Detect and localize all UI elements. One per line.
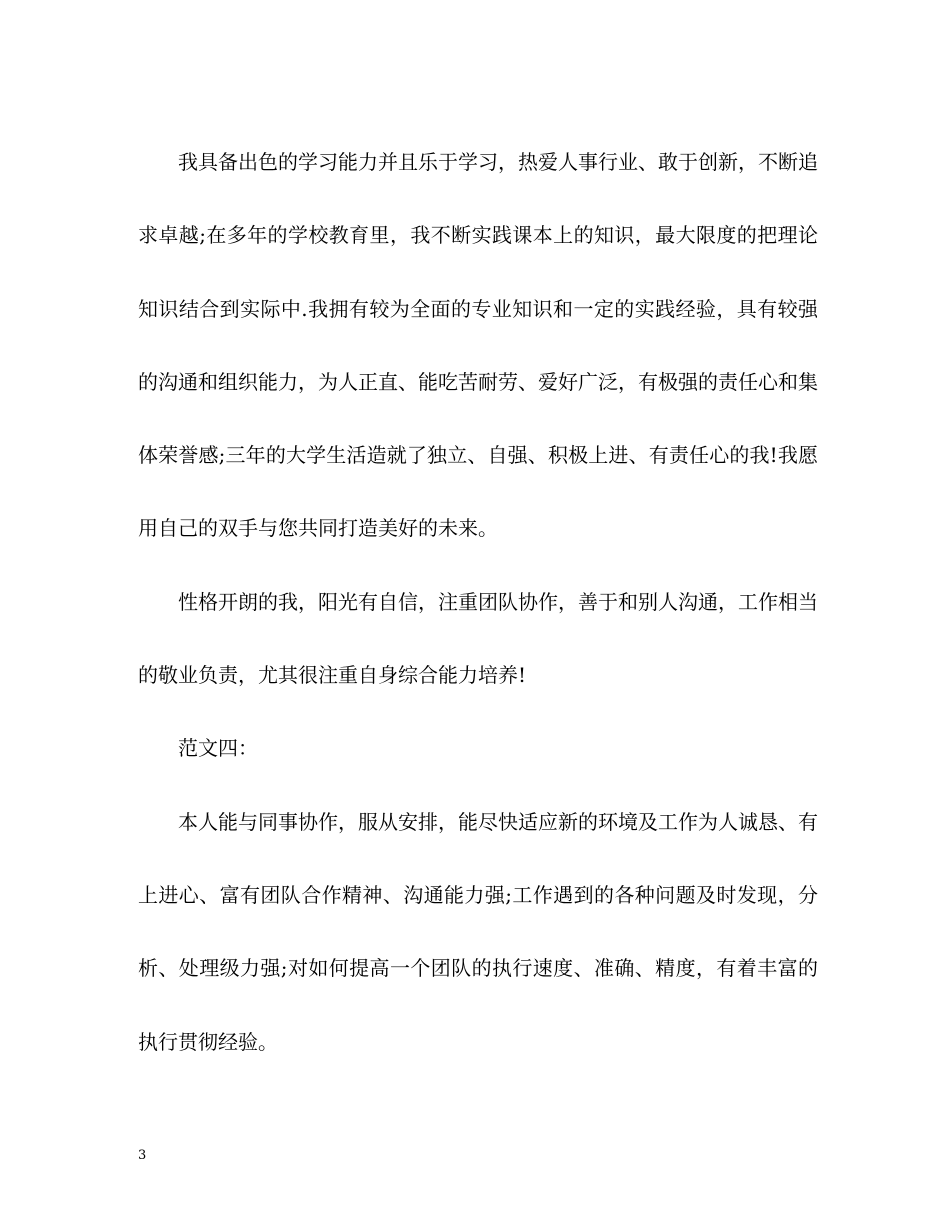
paragraph-personality: 性格开朗的我，阳光有自信，注重团队协作，善于和别人沟通，工作相当的敬业负责，尤其很注重自身综合能力培养! [138, 589, 818, 688]
section-heading-sample-four: 范文四： [178, 736, 258, 761]
page-number: 3 [138, 1148, 147, 1163]
paragraph-self-assessment: 我具备出色的学习能力并且乐于学习，热爱人事行业、敢于创新，不断追求卓越;在多年的学校教育里，我不断实践课本上的知识，最大限度的把理论知识结合到实际中.我拥有较为全面的专业知识和一定的实践经验，具有较强的沟通和组织能力，为人正直、能吃苦耐劳、爱好广泛，有极强的责任心和集体荣誉感;三年的大学生活造就了独立、自强、积极上进、有责任心的我!我愿用自己的双手与您共同打造美好的未来。 [138, 150, 818, 541]
paragraph-teamwork: 本人能与同事协作，服从安排，能尽快适应新的环境及工作为人诚恳、有上进心、富有团队合作精神、沟通能力强;工作遇到的各种问题及时发现，分析、处理级力强;对如何提高一个团队的执行速度、准确、精度，有着丰富的执行贯彻经验。 [138, 809, 818, 1054]
document-body [138, 126, 818, 1079]
